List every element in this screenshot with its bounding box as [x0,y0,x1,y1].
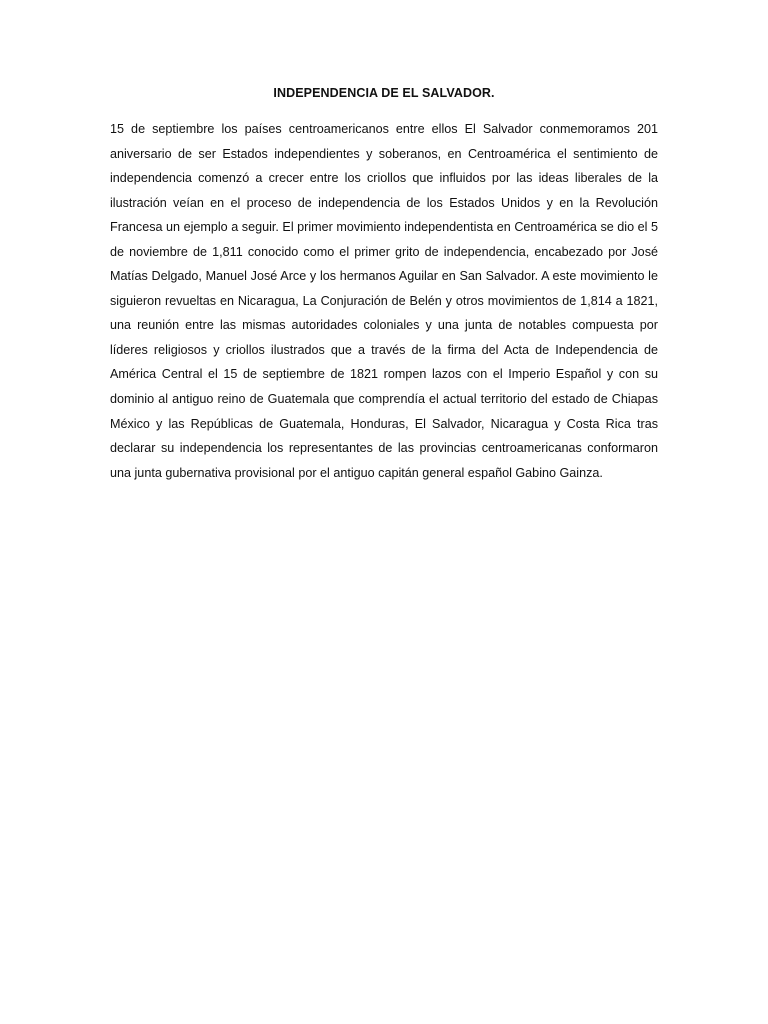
document-body-paragraph: 15 de septiembre los países centroamericanos entre ellos El Salvador conmemoramos 201 aniversario de ser Estados independientes y soberanos, en Centroamérica el sentimiento de independencia comenzó a crecer entre los criollos que influidos por las ideas liberales de la ilustración veían en el proceso de independencia de los Estados Unidos y en la Revolución Francesa un ejemplo a seguir. El primer movimiento independentista en Centroamérica se dio el 5 de noviembre de 1,811 conocido como el primer grito de independencia, encabezado por José Matías Delgado, Manuel José Arce y los hermanos Aguilar en San Salvador. A este movimiento le siguieron revueltas en Nicaragua, La Conjuración de Belén y otros movimientos de 1,814 a 1821, una reunión entre las mismas autoridades coloniales y una junta de notables compuesta por líderes religiosos y criollos ilustrados que a través de la firma del Acta de Independencia de América Central el 15 de septiembre de 1821 rompen lazos con el Imperio Español y con su dominio al antiguo reino de Guatemala que comprendía el actual territorio del estado de Chiapas México y las Repúblicas de Guatemala, Honduras, El Salvador, Nicaragua y Costa Rica tras declarar su independencia los representantes de las provincias centroamericanas conformaron una junta gubernativa provisional por el antiguo capitán general español Gabino Gainza. [110,122,658,480]
document-title: INDEPENDENCIA DE EL SALVADOR. [273,86,495,100]
